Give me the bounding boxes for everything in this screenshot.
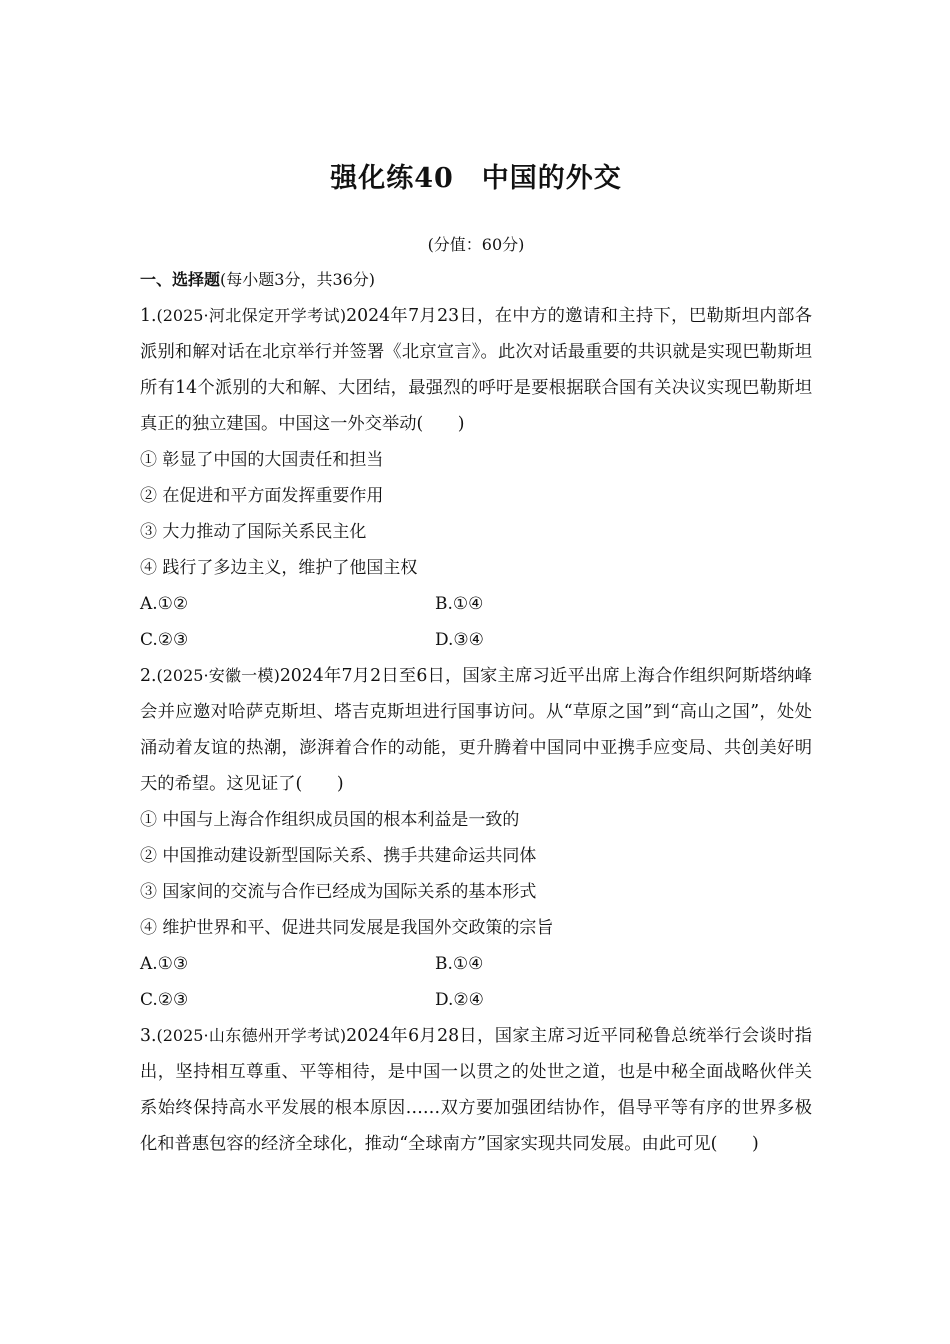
statement-1: ① 中国与上海合作组织成员国的根本利益是一致的 (140, 810, 520, 830)
option-d: D.②④ (435, 990, 484, 1010)
section-note: (每小题3分，共36分) (220, 270, 376, 289)
statement-2: ② 在促进和平方面发挥重要作用 (140, 486, 384, 506)
option-b: B.①④ (435, 954, 484, 974)
page-title: 强化练40 中国的外交 (330, 163, 622, 194)
options-row (140, 586, 812, 622)
question-stem (140, 658, 812, 802)
statement-4: ④ 维护世界和平、促进共同发展是我国外交政策的宗旨 (140, 918, 554, 938)
statement-4: ④ 践行了多边主义，维护了他国主权 (140, 558, 418, 578)
option-a: A.①③ (140, 954, 189, 974)
section-label: 一、选择题 (140, 270, 221, 289)
statement-3: ③ 国家间的交流与合作已经成为国际关系的基本形式 (140, 882, 537, 902)
statement-1: ① 彰显了中国的大国责任和担当 (140, 450, 384, 470)
option-d: D.③④ (435, 630, 484, 650)
question-text: 2024年7月2日至6日，国家主席习近平出席上海合作组织阿斯塔纳峰会并应邀对哈萨克斯坦、塔吉克斯坦进行国事访问。从“草原之国”到“高山之国”，处处涌动着友谊的热潮，澎湃着合作的动能，更升腾着中国同中亚携手应变局、共创美好明天的希望。这见证了( ) (140, 666, 812, 794)
question-2 (140, 658, 812, 1018)
question-source: (2025·安徽一模) (156, 666, 280, 685)
score-note: (分值：60分) (427, 235, 525, 254)
option-c: C.②③ (140, 990, 189, 1010)
question-3 (140, 1018, 812, 1162)
question-source: (2025·河北保定开学考试) (156, 306, 347, 325)
options-row (140, 622, 812, 658)
option-c: C.②③ (140, 630, 189, 650)
statement-2: ② 中国推动建设新型国际关系、携手共建命运共同体 (140, 846, 537, 866)
statement-3: ③ 大力推动了国际关系民主化 (140, 522, 367, 542)
option-b: B.①④ (435, 594, 484, 614)
document-page (140, 150, 812, 1162)
options-row (140, 946, 812, 982)
question-text: 2024年7月23日，在中方的邀请和主持下，巴勒斯坦内部各派别和解对话在北京举行并签署《北京宣言》。此次对话最重要的共识就是实现巴勒斯坦所有14个派别的大和解、大团结，最强烈的呼吁是要根据联合国有关决议实现巴勒斯坦真正的独立建国。中国这一外交举动( ) (140, 306, 812, 434)
question-number: 3. (140, 1026, 157, 1046)
question-stem (140, 298, 812, 442)
question-stem (140, 1018, 812, 1162)
section-heading (140, 262, 812, 298)
options-row (140, 982, 812, 1018)
question-source: (2025·山东德州开学考试) (156, 1026, 347, 1045)
question-1 (140, 298, 812, 658)
option-a: A.①② (140, 594, 189, 614)
question-text: 2024年6月28日，国家主席习近平同秘鲁总统举行会谈时指出，坚持相互尊重、平等相待，是中国一以贯之的处世之道，也是中秘全面战略伙伴关系始终保持高水平发展的根本原因……双方要加强团结协作，倡导平等有序的世界多极化和普惠包容的经济全球化，推动“全球南方”国家实现共同发展。由此可见( ) (140, 1026, 812, 1154)
question-number: 2. (140, 666, 157, 686)
question-number: 1. (140, 306, 157, 326)
